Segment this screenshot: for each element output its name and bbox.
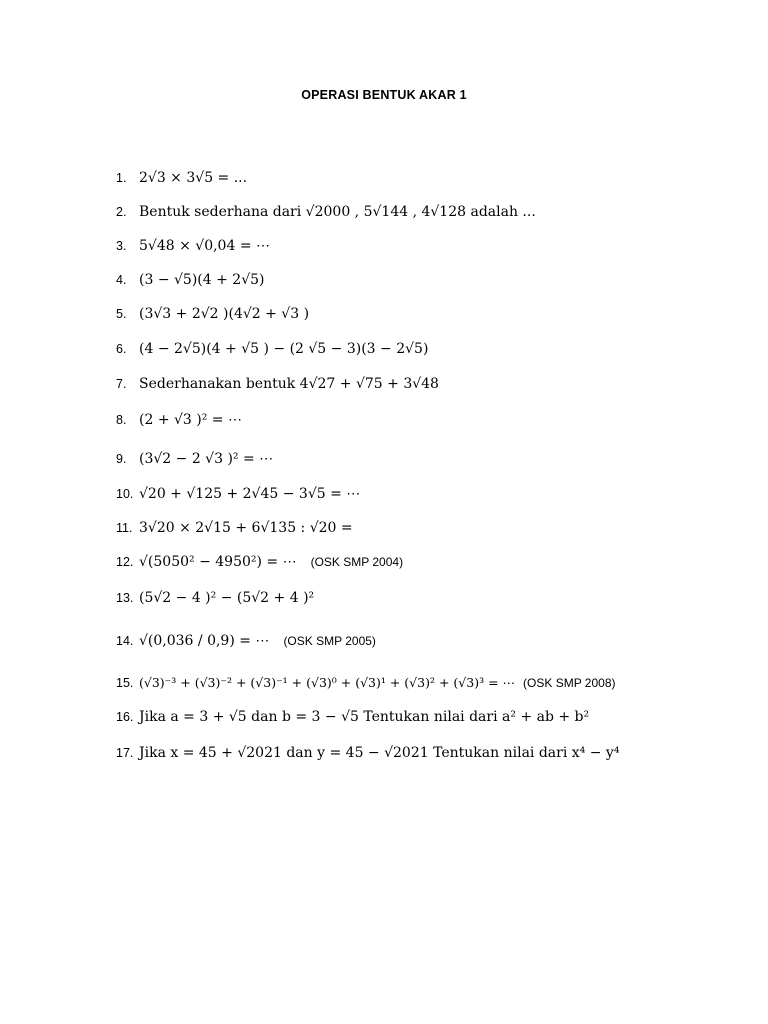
problem-6 [116,341,428,357]
page-title: OPERASI BENTUK AKAR 1 [301,88,467,102]
problem-3 [116,238,270,254]
problem-number: 1. [116,171,127,185]
problem-10 [116,486,360,502]
problem-number: 8. [116,413,127,427]
problem-source-note: (OSK SMP 2004) [310,555,404,569]
problem-expression: (3 − √5)(4 + 2√5) [139,272,265,288]
problem-number: 13. [116,591,134,605]
problem-expression: Sederhanakan bentuk 4√27 + √75 + 3√48 [139,376,439,392]
problem-expression: (√3)⁻³ + (√3)⁻² + (√3)⁻¹ + (√3)⁰ + (√3)¹ + (√3)² + (√3)³ = ⋯ [139,675,516,690]
problem-source-note: (OSK SMP 2008) [523,675,616,690]
problem-number: 6. [116,342,127,356]
problem-expression: 2√3 × 3√5 = ... [139,170,248,186]
problem-expression: (2 + √3 )² = ⋯ [139,412,242,428]
problem-number: 5. [116,307,127,321]
problem-expression: (3√3 + 2√2 )(4√2 + √3 ) [139,306,310,322]
problem-5 [116,306,309,322]
problem-7 [116,376,439,392]
problem-expression: (4 − 2√5)(4 + √5 ) − (2 √5 − 3)(3 − 2√5) [139,341,429,357]
problem-9 [116,451,273,467]
problem-12 [116,554,403,570]
problem-number: 10. [116,487,134,501]
problem-13 [116,590,314,606]
problem-number: 4. [116,273,127,287]
problem-expression: 5√48 × √0,04 = ⋯ [139,238,270,254]
problem-number: 14. [116,634,134,648]
problem-expression: Jika a = 3 + √5 dan b = 3 − √5 Tentukan nilai dari a² + ab + b² [139,709,590,725]
problem-16 [116,709,589,725]
problem-17 [116,745,619,761]
problem-15 [116,675,616,690]
problem-number: 12. [116,555,134,569]
problem-number: 11. [116,521,133,535]
problem-14 [116,633,376,649]
problem-number: 7. [116,377,127,391]
problem-expression: Jika x = 45 + √2021 dan y = 45 − √2021 Tentukan nilai dari x⁴ − y⁴ [139,745,620,761]
problem-expression: √(0,036 / 0,9) = ⋯ [139,633,270,649]
problem-8 [116,412,242,428]
problem-number: 9. [116,452,127,466]
problem-source-note: (OSK SMP 2005) [283,634,376,648]
problem-number: 3. [116,239,127,253]
problem-11 [116,520,353,536]
problem-expression: √(5050² − 4950²) = ⋯ [139,554,297,570]
problem-2 [116,204,536,220]
problem-expression: Bentuk sederhana dari √2000 , 5√144 , 4√128 adalah ... [139,204,536,220]
problem-number: 15. [116,675,134,690]
problem-1 [116,170,247,186]
problem-number: 16. [116,710,134,724]
problem-expression: √20 + √125 + 2√45 − 3√5 = ⋯ [139,486,361,502]
problem-expression: (3√2 − 2 √3 )² = ⋯ [139,451,274,467]
problem-number: 17. [116,746,134,760]
problem-4 [116,272,265,288]
problem-number: 2. [116,205,127,219]
problem-expression: 3√20 × 2√15 + 6√135 : √20 = [139,520,353,536]
problem-expression: (5√2 − 4 )² − (5√2 + 4 )² [139,590,315,606]
